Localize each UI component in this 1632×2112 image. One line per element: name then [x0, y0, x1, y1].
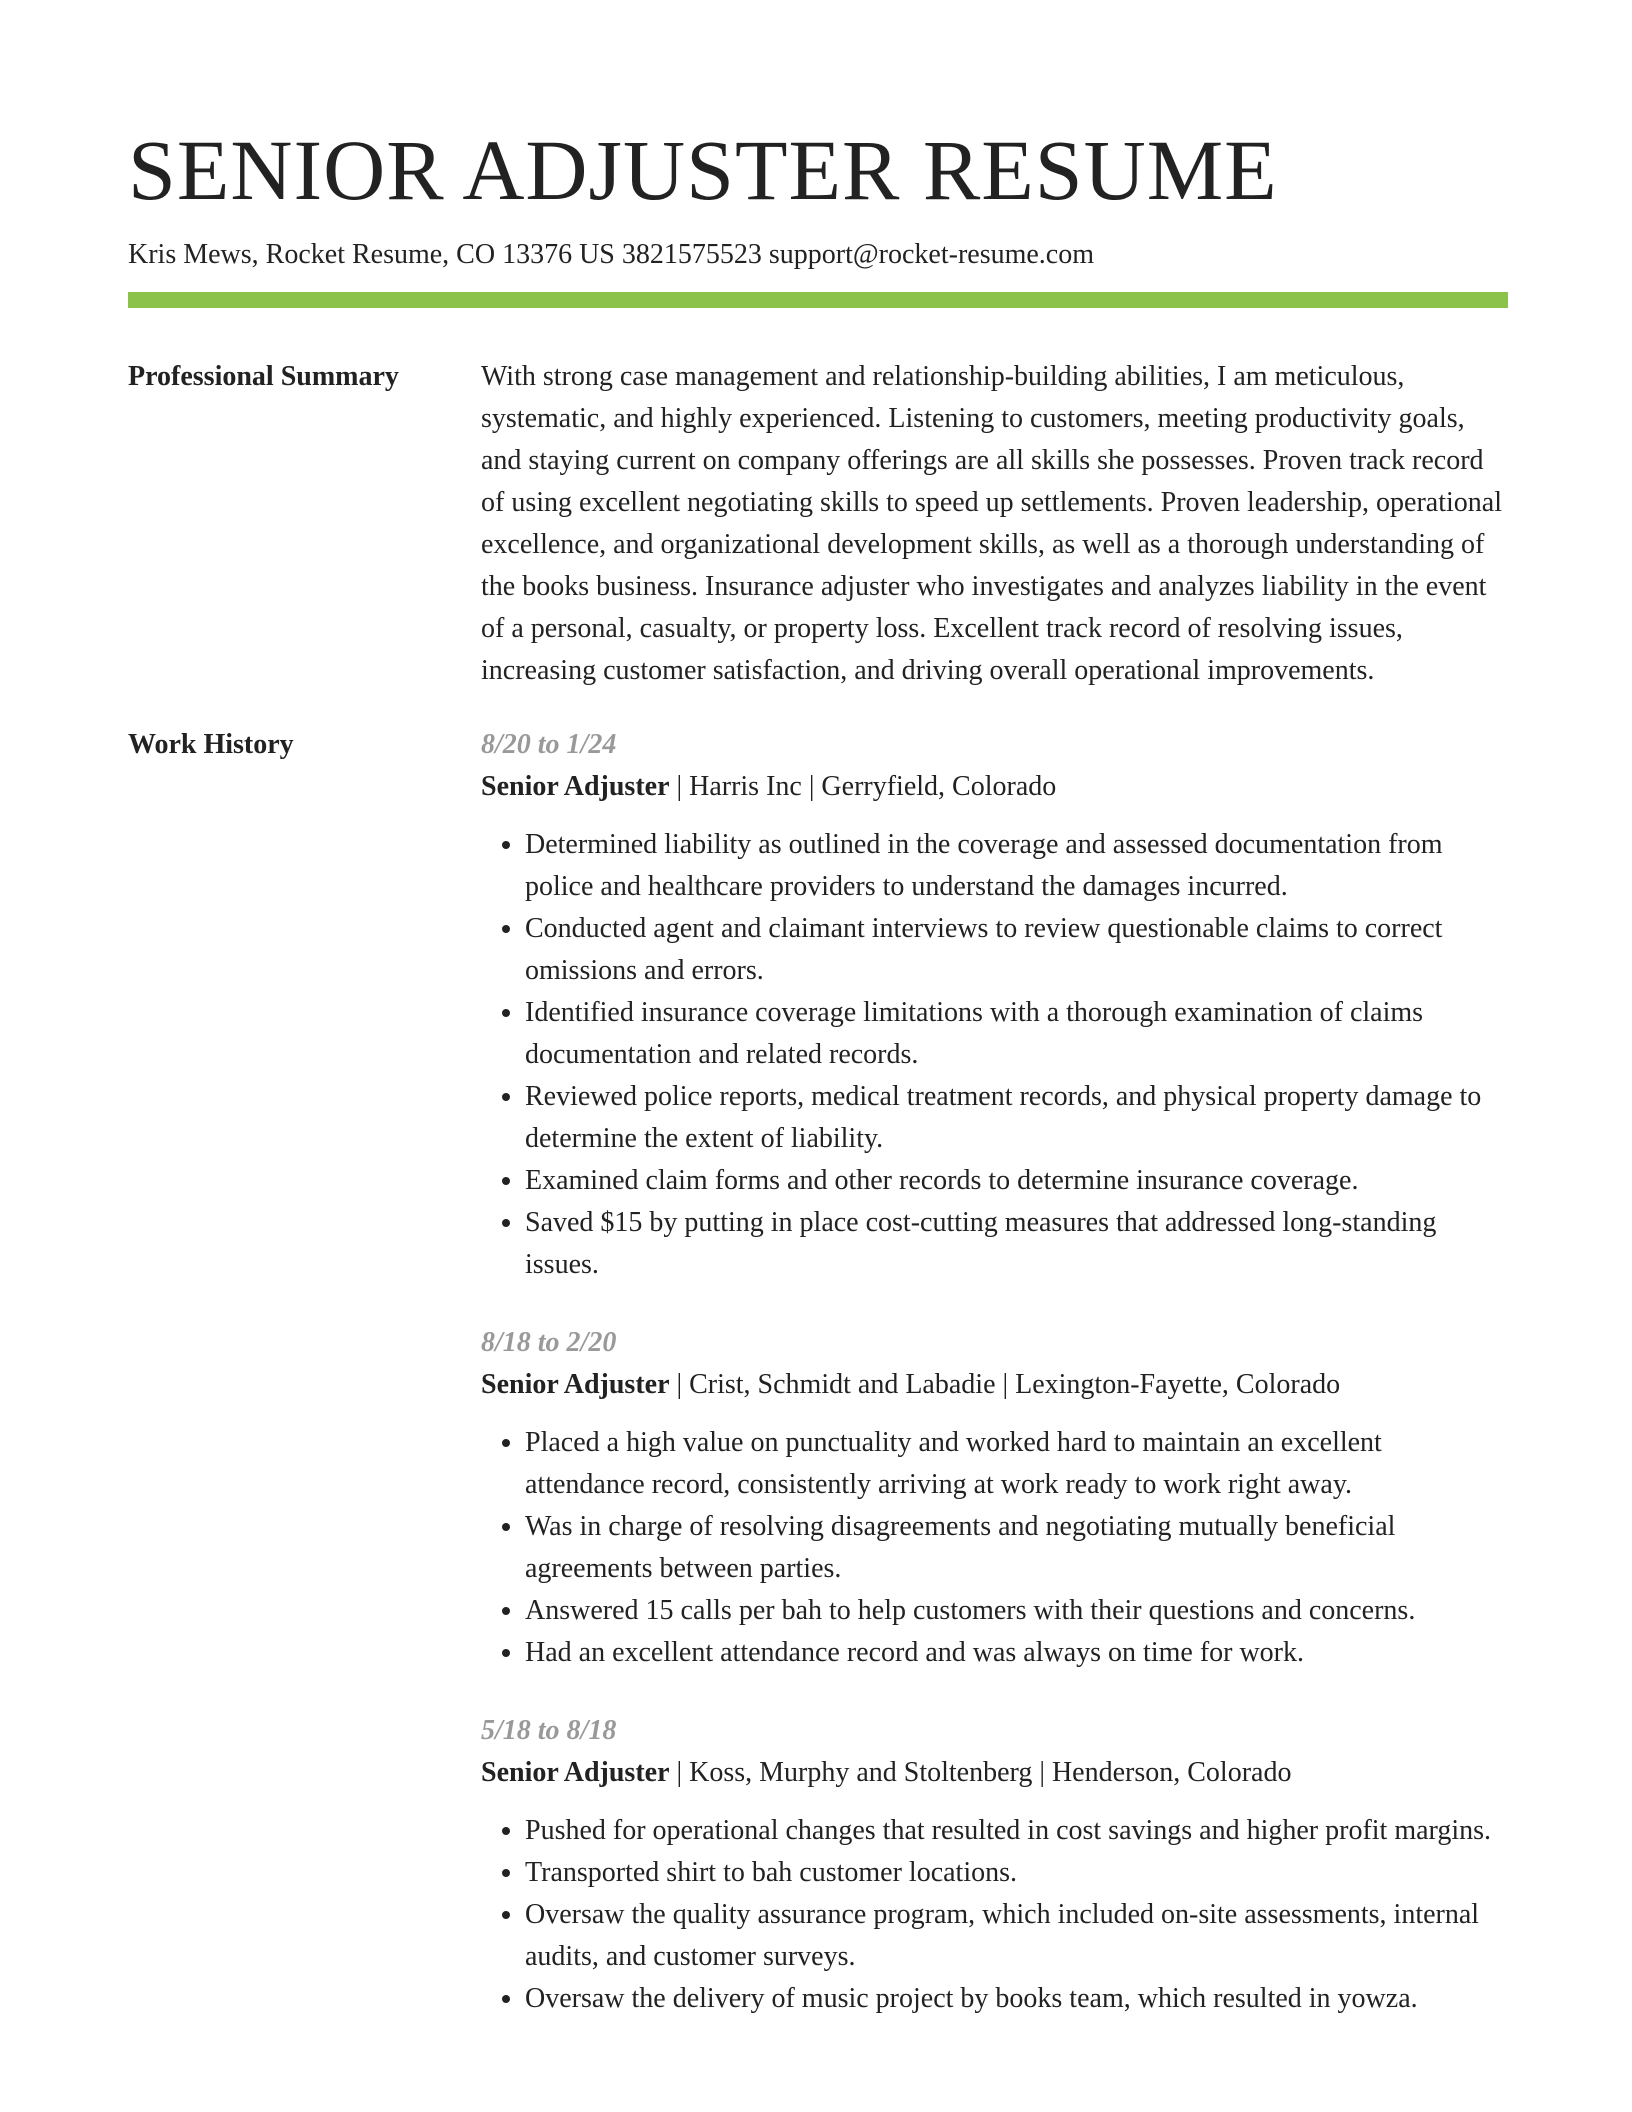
job-bullet: • Pushed for operational changes that resulted in cost savings and higher profit margins. — [525, 1810, 1508, 1852]
job-bullet: • Oversaw the delivery of music project by books team, which resulted in yowza. — [525, 1978, 1508, 2020]
job-dates: 8/20 to 1/24 — [481, 729, 617, 760]
job-bullet: • Reviewed police reports, medical treatment records, and physical property damage to determine the extent of liability. — [525, 1076, 1508, 1160]
professional-summary-section — [128, 356, 1508, 692]
job-title-line — [481, 1752, 1508, 1794]
job-dates: 8/18 to 2/20 — [481, 1327, 617, 1358]
job-title-line — [481, 1364, 1508, 1406]
job-bullet-list — [481, 824, 1508, 1286]
job-entry — [481, 1710, 1508, 2020]
work-history-body — [481, 724, 1508, 2020]
job-bullet: • Determined liability as outlined in the coverage and assessed documentation from police and healthcare providers to understand the damages incurred. — [525, 824, 1508, 908]
resume-title: SENIOR ADJUSTER RESUME — [128, 122, 1278, 218]
job-bullet: • Had an excellent attendance record and was always on time for work. — [525, 1632, 1508, 1674]
job-bullet-list — [481, 1810, 1508, 2020]
job-bullet: • Identified insurance coverage limitations with a thorough examination of claims documentation and related records. — [525, 992, 1508, 1076]
job-bullet: • Was in charge of resolving disagreements and negotiating mutually beneficial agreements between parties. — [525, 1506, 1508, 1590]
job-entry — [481, 1322, 1508, 1674]
job-bullet: • Conducted agent and claimant interviews to review questionable claims to correct omissions and errors. — [525, 908, 1508, 992]
job-bullet: • Answered 15 calls per bah to help customers with their questions and concerns. — [525, 1590, 1508, 1632]
contact-line: Kris Mews, Rocket Resume, CO 13376 US 3821575523 support@rocket-resume.com — [128, 239, 1094, 270]
accent-divider — [128, 292, 1508, 308]
professional-summary-text: With strong case management and relationship-building abilities, I am meticulous, systematic, and highly experienced. Listening to customers, meeting productivity goals, and staying current on company offerings are all skills she possesses. Proven track record of using excellent negotiating skills to speed up settlements. Proven leadership, operational excellence, and organizational development skills, as well as a thorough understanding of the books business. Insurance adjuster who investigates and analyzes liability in the event of a personal, casualty, or property loss. Excellent track record of resolving issues, increasing customer satisfaction, and driving overall operational improvements. — [481, 361, 1502, 686]
job-employer-location: | Crist, Schmidt and Labadie | Lexington-Fayette, Colorado — [669, 1369, 1341, 1400]
job-entry — [481, 724, 1508, 1286]
job-role: Senior Adjuster — [481, 1369, 670, 1400]
resume-page — [128, 0, 1508, 2020]
professional-summary-body — [481, 356, 1508, 692]
job-bullet-list — [481, 1422, 1508, 1674]
job-dates: 5/18 to 8/18 — [481, 1715, 617, 1746]
job-employer-location: | Harris Inc | Gerryfield, Colorado — [669, 771, 1057, 802]
job-role: Senior Adjuster — [481, 1757, 670, 1788]
job-title-line — [481, 766, 1508, 808]
job-bullet: • Saved $15 by putting in place cost-cutting measures that addressed long-standing issues. — [525, 1202, 1508, 1286]
section-label-work-history: Work History — [128, 729, 294, 760]
job-employer-location: | Koss, Murphy and Stoltenberg | Henderson, Colorado — [669, 1757, 1292, 1788]
job-bullet: • Placed a high value on punctuality and worked hard to maintain an excellent attendance record, consistently arriving at work ready to work right away. — [525, 1422, 1508, 1506]
job-bullet: • Transported shirt to bah customer locations. — [525, 1852, 1508, 1894]
section-label-professional-summary: Professional Summary — [128, 361, 399, 392]
job-bullet: • Oversaw the quality assurance program, which included on-site assessments, internal audits, and customer surveys. — [525, 1894, 1508, 1978]
job-bullet: • Examined claim forms and other records to determine insurance coverage. — [525, 1160, 1508, 1202]
work-history-section — [128, 724, 1508, 2020]
job-role: Senior Adjuster — [481, 771, 670, 802]
